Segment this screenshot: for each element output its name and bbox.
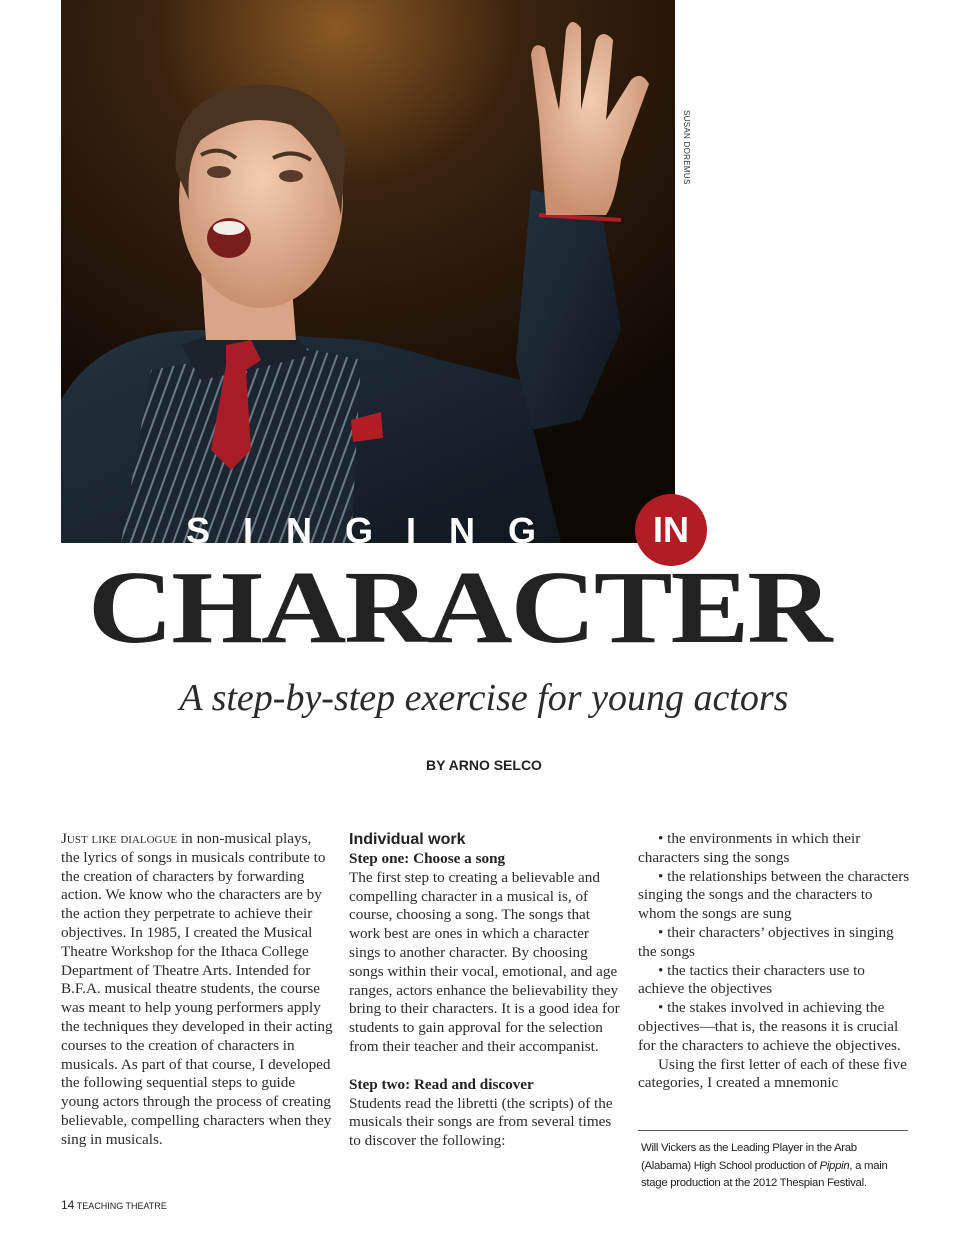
caption-show-title: Pippin: [819, 1159, 850, 1172]
publication-name: TEACHING THEATRE: [76, 1201, 167, 1211]
photo-credit: SUSAN DOREMUS: [682, 110, 691, 185]
caption-text-before: Will Vickers as the Leading Player in the Arab (Alabama) High School production of: [641, 1142, 857, 1172]
title-line-character: CHARACTER: [88, 549, 831, 666]
list-item: • the environments in which their characters sing the songs: [638, 830, 861, 866]
list-item: • the relationships between the characters singing the songs and the characters to whom the songs are sung: [638, 867, 910, 923]
body-column-2: [349, 830, 621, 1151]
title-line-singing: SINGING: [186, 510, 570, 551]
article-subtitle: A step-by-step exercise for young actors: [179, 677, 789, 719]
body-column-3: [638, 830, 910, 1093]
list-item: • their characters’ objectives in singing the songs: [638, 923, 894, 960]
intro-paragraph: [61, 830, 333, 1150]
page-footer: [61, 1198, 167, 1212]
title-in-badge: IN: [635, 494, 707, 566]
hero-photo: [61, 0, 675, 543]
lead-in: Just like dialogue: [61, 830, 178, 847]
body-column-1: [61, 830, 333, 1150]
performer-illustration: [61, 0, 675, 543]
caption-text-after: , a main stage production at the 2012 Thespian Festival.: [641, 1159, 888, 1189]
list-item: • the tactics their characters use to achieve the objectives: [638, 961, 865, 998]
list-item: • the stakes involved in achieving the objectives—that is, the reasons it is crucial for the characters to achieve the objectives.: [638, 999, 901, 1054]
article-byline: BY ARNO SELCO: [426, 757, 542, 773]
caption-divider: [638, 1130, 908, 1131]
section-heading-individual-work: Individual work: [349, 831, 466, 848]
intro-text: in non-musical plays, the lyrics of songs in musicals contribute to the creation of characters by forwarding action. We know who the characters are by the action they perpetrate to achieve their objectives. In 1985, I created the Musical Theatre Workshop for the Ithaca College Department of Theatre Arts. Intended for B.F.A. musical theatre students, the course was meant to help young performers apply the techniques they developed in their acting courses to the creation of characters in musicals. As part of that course, I developed the following sequential steps to guide young actors through the process of creating believable, compelling characters when they sing in musicals.: [61, 830, 333, 1148]
page-number: 14: [61, 1198, 75, 1212]
photo-caption: [641, 1140, 907, 1193]
step-two-heading: Step two: Read and discover: [349, 1075, 534, 1093]
step-two-text: Students read the libretti (the scripts) of the musicals their songs are from several times to discover the following:: [349, 1094, 613, 1150]
step-one-text: The first step to creating a believable and compelling character in a musical is, of course, choosing a song. The songs that work best are ones in which a character sings to another character. By choosing songs within their vocal, emotional, and age ranges, actors enhance the believability they bring to their characters. It is a good idea for students to gain approval for the selection from their teacher and their accompanist.: [349, 868, 620, 1055]
closing-paragraph: Using the first letter of each of these five categories, I created a mnemonic: [638, 1055, 907, 1092]
step-one-heading: Step one: Choose a song: [349, 850, 506, 867]
